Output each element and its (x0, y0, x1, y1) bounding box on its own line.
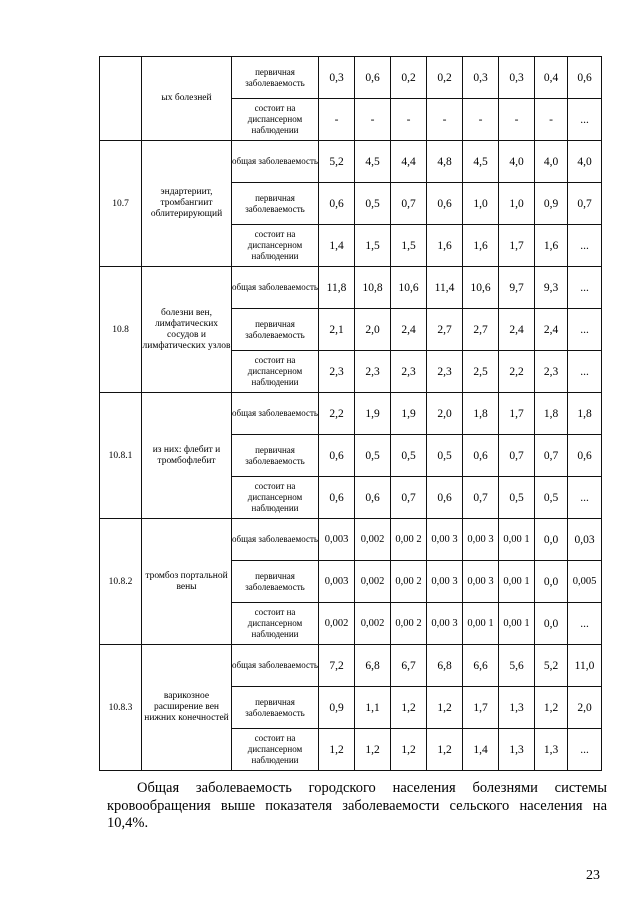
value-cell: 0,9 (535, 183, 568, 225)
value-cell: 5,6 (499, 645, 535, 687)
value-cell: 0,00 1 (499, 561, 535, 603)
value-cell: 2,0 (568, 687, 602, 729)
value-cell: 7,2 (319, 645, 355, 687)
value-cell: 1,6 (535, 225, 568, 267)
value-cell: 1,9 (355, 393, 391, 435)
value-cell: 2,4 (391, 309, 427, 351)
value-cell: 2,4 (535, 309, 568, 351)
value-cell: 1,6 (463, 225, 499, 267)
value-cell: 1,2 (391, 729, 427, 771)
value-cell: 0,0 (535, 561, 568, 603)
value-cell: 11,8 (319, 267, 355, 309)
value-cell: 0,3 (499, 57, 535, 99)
value-cell: - (535, 99, 568, 141)
value-cell: 0,0 (535, 603, 568, 645)
value-cell: 0,5 (355, 183, 391, 225)
value-cell: 0,6 (463, 435, 499, 477)
value-cell: ... (568, 309, 602, 351)
value-cell: 1,0 (463, 183, 499, 225)
value-cell: 2,3 (427, 351, 463, 393)
value-cell: 5,2 (319, 141, 355, 183)
value-cell: 0,6 (355, 477, 391, 519)
value-cell: 0,002 (355, 561, 391, 603)
value-cell: 4,0 (499, 141, 535, 183)
value-cell: 0,5 (499, 477, 535, 519)
value-cell: 1,3 (499, 687, 535, 729)
table-row (100, 393, 602, 435)
value-cell: 2,2 (499, 351, 535, 393)
value-cell: ... (568, 477, 602, 519)
value-cell: 0,6 (319, 183, 355, 225)
value-cell: 5,2 (535, 645, 568, 687)
value-cell: 1,3 (535, 729, 568, 771)
value-cell: 0,5 (535, 477, 568, 519)
table-row (100, 267, 602, 309)
value-cell: 2,7 (463, 309, 499, 351)
value-cell: 1,5 (355, 225, 391, 267)
value-cell: 1,8 (463, 393, 499, 435)
indicator-cell: первичная заболеваемость (232, 561, 319, 603)
value-cell: 1,7 (499, 393, 535, 435)
value-cell: 0,7 (391, 477, 427, 519)
value-cell: 0,6 (427, 477, 463, 519)
value-cell: 11,4 (427, 267, 463, 309)
value-cell: 4,0 (568, 141, 602, 183)
indicator-cell: первичная заболеваемость (232, 435, 319, 477)
summary-paragraph: Общая заболеваемость городского населения болезнями системы кровообращения выше показателя заболеваемости сельского населения на 10,4%. (107, 780, 607, 831)
value-cell: 0,00 1 (499, 519, 535, 561)
value-cell: 1,7 (499, 225, 535, 267)
value-cell: 2,0 (427, 393, 463, 435)
value-cell: 0,00 3 (427, 519, 463, 561)
value-cell: 2,1 (319, 309, 355, 351)
value-cell: 2,4 (499, 309, 535, 351)
group-name-cell: из них: флебит и тромбофлебит (142, 393, 232, 519)
value-cell: 1,3 (499, 729, 535, 771)
indicator-cell: первичная заболеваемость (232, 183, 319, 225)
value-cell: 0,3 (319, 57, 355, 99)
value-cell: 0,4 (535, 57, 568, 99)
value-cell: 0,00 3 (427, 561, 463, 603)
value-cell: 0,7 (463, 477, 499, 519)
value-cell: 1,2 (535, 687, 568, 729)
group-name-cell: болезни вен, лимфатических сосудов и лимфатических узлов (142, 267, 232, 393)
value-cell: - (499, 99, 535, 141)
value-cell: 0,2 (391, 57, 427, 99)
group-code-cell (100, 57, 142, 141)
indicator-cell: общая заболеваемость (232, 393, 319, 435)
value-cell: ... (568, 267, 602, 309)
value-cell: 1,7 (463, 687, 499, 729)
value-cell: 0,00 3 (427, 603, 463, 645)
group-code-cell: 10.8.1 (100, 393, 142, 519)
value-cell: 1,2 (319, 729, 355, 771)
value-cell: 1,2 (427, 729, 463, 771)
indicator-cell: первичная заболеваемость (232, 309, 319, 351)
value-cell: ... (568, 225, 602, 267)
value-cell: 0,002 (355, 603, 391, 645)
value-cell: 1,5 (391, 225, 427, 267)
value-cell: - (463, 99, 499, 141)
indicator-cell: общая заболеваемость (232, 267, 319, 309)
value-cell: 4,8 (427, 141, 463, 183)
value-cell: 11,0 (568, 645, 602, 687)
value-cell: - (355, 99, 391, 141)
value-cell: 2,5 (463, 351, 499, 393)
value-cell: 0,03 (568, 519, 602, 561)
value-cell: 1,4 (319, 225, 355, 267)
page-number: 23 (586, 868, 600, 883)
indicator-cell: общая заболеваемость (232, 519, 319, 561)
indicator-cell: состоит на диспансерном наблюдении (232, 603, 319, 645)
value-cell: 1,4 (463, 729, 499, 771)
table-row (100, 57, 602, 99)
value-cell: 1,9 (391, 393, 427, 435)
value-cell: - (319, 99, 355, 141)
value-cell: 0,0 (535, 519, 568, 561)
group-name-cell: варикозное расширение вен нижних конечностей (142, 645, 232, 771)
value-cell: 1,8 (535, 393, 568, 435)
value-cell: 0,00 2 (391, 561, 427, 603)
value-cell: 0,7 (568, 183, 602, 225)
indicator-cell: состоит на диспансерном наблюдении (232, 729, 319, 771)
value-cell: 0,002 (355, 519, 391, 561)
indicator-cell: первичная заболеваемость (232, 687, 319, 729)
value-cell: 9,3 (535, 267, 568, 309)
value-cell: ... (568, 729, 602, 771)
value-cell: 0,6 (568, 435, 602, 477)
value-cell: 6,6 (463, 645, 499, 687)
indicator-cell: состоит на диспансерном наблюдении (232, 99, 319, 141)
value-cell: 0,6 (427, 183, 463, 225)
group-name-cell: ых болезней (142, 57, 232, 141)
value-cell: 2,3 (355, 351, 391, 393)
value-cell: 0,6 (568, 57, 602, 99)
value-cell: 0,003 (319, 561, 355, 603)
indicator-cell: состоит на диспансерном наблюдении (232, 477, 319, 519)
value-cell: ... (568, 603, 602, 645)
value-cell: 0,6 (319, 477, 355, 519)
value-cell: 6,7 (391, 645, 427, 687)
value-cell: 0,005 (568, 561, 602, 603)
value-cell: 10,8 (355, 267, 391, 309)
value-cell: 2,3 (535, 351, 568, 393)
value-cell: 1,8 (568, 393, 602, 435)
value-cell: 4,4 (391, 141, 427, 183)
group-code-cell: 10.8.2 (100, 519, 142, 645)
value-cell: 0,00 1 (499, 603, 535, 645)
value-cell: 0,6 (355, 57, 391, 99)
indicator-cell: общая заболеваемость (232, 645, 319, 687)
value-cell: 1,2 (427, 687, 463, 729)
value-cell: 1,2 (391, 687, 427, 729)
value-cell: 1,1 (355, 687, 391, 729)
value-cell: 4,0 (535, 141, 568, 183)
morbidity-table (99, 56, 602, 771)
value-cell: 4,5 (463, 141, 499, 183)
value-cell: 1,6 (427, 225, 463, 267)
value-cell: 10,6 (391, 267, 427, 309)
value-cell: 0,003 (319, 519, 355, 561)
value-cell: 1,0 (499, 183, 535, 225)
value-cell: 0,00 3 (463, 561, 499, 603)
value-cell: 0,2 (427, 57, 463, 99)
value-cell: 0,5 (391, 435, 427, 477)
value-cell: 0,9 (319, 687, 355, 729)
indicator-cell: состоит на диспансерном наблюдении (232, 225, 319, 267)
value-cell: 0,00 2 (391, 603, 427, 645)
value-cell: 4,5 (355, 141, 391, 183)
group-code-cell: 10.7 (100, 141, 142, 267)
value-cell: 6,8 (355, 645, 391, 687)
value-cell: 2,3 (391, 351, 427, 393)
value-cell: 2,2 (319, 393, 355, 435)
table-row (100, 519, 602, 561)
value-cell: 0,6 (319, 435, 355, 477)
table-row (100, 645, 602, 687)
indicator-cell: состоит на диспансерном наблюдении (232, 351, 319, 393)
value-cell: 10,6 (463, 267, 499, 309)
value-cell: 2,0 (355, 309, 391, 351)
value-cell: 0,00 1 (463, 603, 499, 645)
group-code-cell: 10.8.3 (100, 645, 142, 771)
value-cell: ... (568, 351, 602, 393)
value-cell: 0,002 (319, 603, 355, 645)
value-cell: - (427, 99, 463, 141)
group-code-cell: 10.8 (100, 267, 142, 393)
value-cell: 0,00 2 (391, 519, 427, 561)
value-cell: 0,7 (499, 435, 535, 477)
value-cell: - (391, 99, 427, 141)
indicator-cell: общая заболеваемость (232, 141, 319, 183)
value-cell: 0,00 3 (463, 519, 499, 561)
value-cell: 0,5 (355, 435, 391, 477)
value-cell: 1,2 (355, 729, 391, 771)
indicator-cell: первичная заболеваемость (232, 57, 319, 99)
group-name-cell: тромбоз портальной вены (142, 519, 232, 645)
value-cell: 2,3 (319, 351, 355, 393)
value-cell: 0,7 (535, 435, 568, 477)
value-cell: 0,7 (391, 183, 427, 225)
table-row (100, 141, 602, 183)
value-cell: 2,7 (427, 309, 463, 351)
value-cell: ... (568, 99, 602, 141)
value-cell: 0,3 (463, 57, 499, 99)
table-body (100, 57, 602, 771)
value-cell: 0,5 (427, 435, 463, 477)
value-cell: 9,7 (499, 267, 535, 309)
group-name-cell: эндартериит, тромбангиит облитерирующий (142, 141, 232, 267)
value-cell: 6,8 (427, 645, 463, 687)
